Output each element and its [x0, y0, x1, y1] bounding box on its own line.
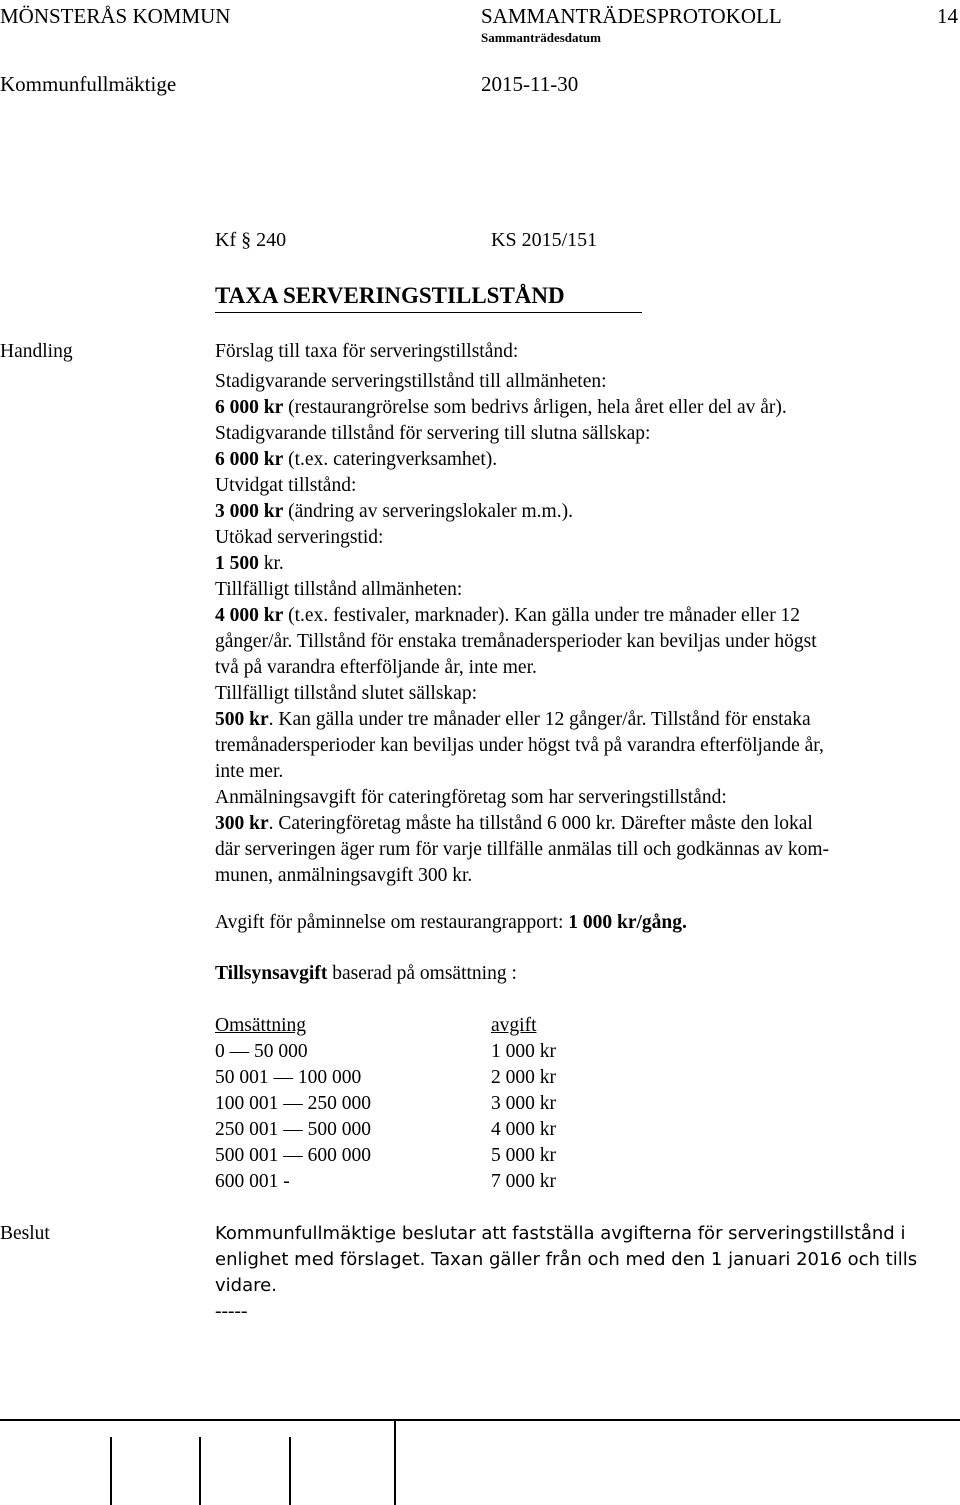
- handling-line: [215, 655, 537, 681]
- handling-line: [215, 447, 497, 473]
- meeting-date: 2015-11-30: [481, 72, 579, 96]
- column-turnover-header: Omsättning: [215, 1015, 306, 1036]
- line-text: tremånadersperioder kan beviljas under högst två på varandra efterföljande år,: [215, 735, 824, 756]
- table-cell-fee: 4 000 kr: [491, 1119, 556, 1140]
- table-cell-fee: 3 000 kr: [491, 1093, 556, 1114]
- handling-line: [215, 421, 650, 447]
- handling-line: [215, 395, 787, 421]
- line-text: där serveringen äger rum för varje tillfälle anmälas till och godkännas av kom-: [215, 839, 830, 860]
- line-text: munen, anmälningsavgift 300 kr.: [215, 865, 473, 886]
- fee-amount: 6 000 kr: [215, 449, 284, 470]
- date-label: Sammanträdesdatum: [481, 30, 601, 45]
- line-text: Stadigvarande serveringstillstånd till allmänheten:: [215, 371, 607, 392]
- meeting-body: Kommunfullmäktige: [0, 72, 177, 96]
- tillsyn-label-rest: baserad på omsättning :: [327, 963, 517, 984]
- reminder-line: [215, 910, 687, 936]
- beslut-line: Kommunfullmäktige beslutar att fastställa avgifterna för serveringstillstånd i: [215, 1223, 906, 1244]
- line-text: kr.: [258, 553, 284, 574]
- line-text: två på varandra efterföljande år, inte mer.: [215, 657, 537, 678]
- handling-line: [215, 603, 800, 629]
- handling-line: [215, 681, 477, 707]
- line-text: gånger/år. Tillstånd för enstaka tremånadersperioder kan beviljas under högst: [215, 631, 817, 652]
- handling-line: [215, 551, 284, 577]
- fee-amount: 4 000 kr: [215, 605, 284, 626]
- column-fee-header: avgift: [491, 1015, 537, 1036]
- table-cell-turnover: 600 001 -: [215, 1171, 290, 1192]
- handling-line: [215, 499, 573, 525]
- handling-line: [215, 629, 817, 655]
- signature-divider: [394, 1421, 396, 1505]
- fee-amount: 300 kr: [215, 813, 269, 834]
- page-number: 14: [937, 4, 958, 28]
- fee-amount: 3 000 kr: [215, 501, 284, 522]
- table-cell-turnover: 250 001 — 500 000: [215, 1119, 371, 1140]
- line-text: . Cateringföretag måste ha tillstånd 6 000 kr. Därefter måste den lokal: [268, 813, 813, 834]
- signature-divider: [199, 1437, 201, 1505]
- line-text: Utvidgat tillstånd:: [215, 475, 357, 496]
- tillsyn-label-bold: Tillsynsavgift: [215, 963, 328, 984]
- line-text: Anmälningsavgift för cateringföretag som har serveringstillstånd:: [215, 787, 727, 808]
- line-text: . Kan gälla under tre månader eller 12 gånger/år. Tillstånd för enstaka: [268, 709, 811, 730]
- table-cell-turnover: 500 001 — 600 000: [215, 1145, 371, 1166]
- fee-amount: 1 500: [215, 553, 259, 574]
- tillsyn-heading: [215, 961, 517, 987]
- handling-line: [215, 759, 283, 785]
- table-cell-fee: 2 000 kr: [491, 1067, 556, 1088]
- line-text: Utökad serveringstid:: [215, 527, 384, 548]
- footer-rule: [0, 1419, 960, 1421]
- table-cell-turnover: 0 — 50 000: [215, 1041, 308, 1062]
- signature-divider: [289, 1437, 291, 1505]
- signature-divider: [110, 1437, 112, 1505]
- handling-line: [215, 577, 462, 603]
- line-text: (ändring av serveringslokaler m.m.).: [283, 501, 573, 522]
- handling-line: [215, 525, 383, 551]
- end-mark: -----: [215, 1301, 248, 1322]
- handling-line: [215, 837, 829, 863]
- line-text: Tillfälligt tillstånd slutet sällskap:: [215, 683, 477, 704]
- table-cell-turnover: 50 001 — 100 000: [215, 1067, 362, 1088]
- line-text: (t.ex. cateringverksamhet).: [283, 449, 498, 470]
- municipality-name: MÖNSTERÅS KOMMUN: [0, 4, 231, 28]
- table-cell-turnover: 100 001 — 250 000: [215, 1093, 371, 1114]
- handling-line: [215, 473, 356, 499]
- fee-amount: 500 kr: [215, 709, 269, 730]
- handling-intro: Förslag till taxa för serveringstillstånd:: [215, 341, 519, 362]
- handling-line: [215, 785, 727, 811]
- handling-line: [215, 733, 824, 759]
- line-text: (restaurangrörelse som bedrivs årligen, hela året eller del av år).: [283, 397, 787, 418]
- beslut-line: vidare.: [215, 1275, 277, 1296]
- beslut-label: Beslut: [0, 1223, 50, 1244]
- beslut-line: enlighet med förslaget. Taxan gäller från och med den 1 januari 2016 och tills: [215, 1249, 918, 1270]
- reminder-text: Avgift för påminnelse om restaurangrapport:: [215, 912, 569, 933]
- line-text: inte mer.: [215, 761, 284, 782]
- page-title: TAXA SERVERINGSTILLSTÅND: [215, 283, 565, 308]
- handling-line: [215, 811, 813, 837]
- table-cell-fee: 5 000 kr: [491, 1145, 556, 1166]
- handling-line: [215, 863, 472, 889]
- line-text: Tillfälligt tillstånd allmänheten:: [215, 579, 463, 600]
- table-cell-fee: 7 000 kr: [491, 1171, 556, 1192]
- handling-line: [215, 707, 811, 733]
- line-text: (t.ex. festivaler, marknader). Kan gälla under tre månader eller 12: [283, 605, 801, 626]
- table-cell-fee: 1 000 kr: [491, 1041, 556, 1062]
- handling-line: [215, 369, 607, 395]
- document-type: SAMMANTRÄDESPROTOKOLL: [481, 4, 782, 28]
- reminder-amount: 1 000 kr/gång.: [568, 912, 687, 933]
- title-underline: [215, 312, 642, 313]
- ks-reference: KS 2015/151: [491, 229, 598, 251]
- kf-reference: Kf § 240: [215, 229, 287, 251]
- handling-label: Handling: [0, 341, 73, 362]
- line-text: Stadigvarande tillstånd för servering till slutna sällskap:: [215, 423, 651, 444]
- fee-amount: 6 000 kr: [215, 397, 284, 418]
